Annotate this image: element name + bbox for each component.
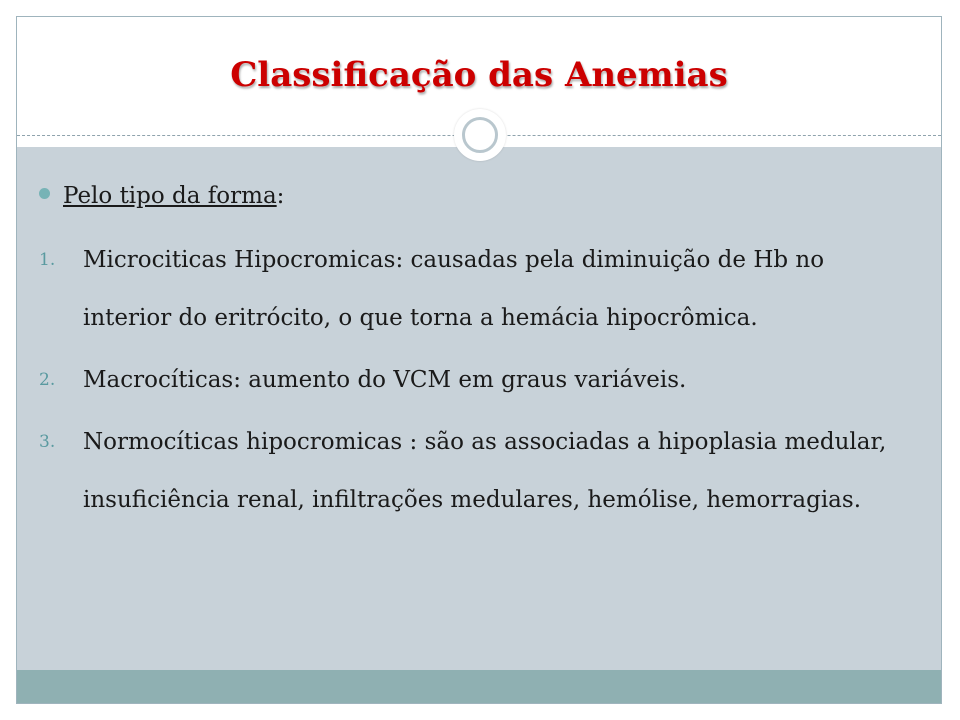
- bullet-item: [39, 167, 919, 225]
- circle-ornament-inner: [462, 117, 498, 153]
- content-list: [39, 167, 919, 533]
- list-item: [39, 351, 919, 409]
- list-item: [39, 231, 919, 347]
- list-item: [39, 413, 919, 529]
- circle-ornament-icon: [454, 109, 506, 161]
- list-item-number: 3.: [39, 432, 56, 452]
- list-item-text: Macrocíticas: aumento do VCM em graus variáveis.: [83, 367, 687, 393]
- slide: [16, 16, 942, 704]
- slide-title: Classificação das Anemias: [230, 55, 728, 95]
- footer-band: [17, 670, 941, 703]
- bullet-label: Pelo tipo da forma: [63, 183, 277, 209]
- list-item-text: Microciticas Hipocromicas: causadas pela diminuição de Hb no interior do eritrócito, o que torna a hemácia hipocrômica.: [83, 247, 825, 331]
- list-item-text: Normocíticas hipocromicas : são as associadas a hipoplasia medular, insuficiência renal, infiltrações medulares, hemólise, hemorragias.: [83, 429, 887, 513]
- bullet-suffix: :: [276, 183, 285, 209]
- bullet-dot-icon: [39, 188, 50, 199]
- list-item-number: 2.: [39, 370, 56, 390]
- list-item-number: 1.: [39, 250, 56, 270]
